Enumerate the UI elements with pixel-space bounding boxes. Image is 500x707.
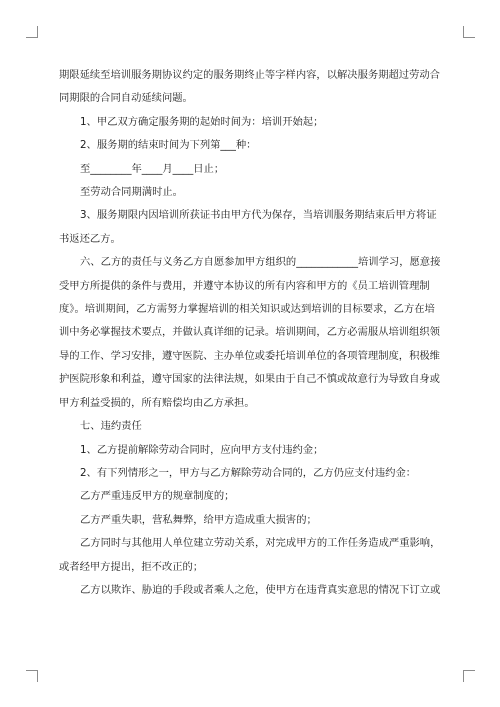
crop-mark-bottom-right (463, 670, 475, 682)
text-line: 度》。培训期间，乙方需努力掌握培训的相关知识或达到培训的目标要求，乙方在培 (59, 303, 435, 316)
document-body (59, 64, 445, 602)
crop-mark-top-right (463, 26, 475, 38)
text-line: 六、乙方的责任与义务乙方自愿参加甲方组织的____________培训学习，愿意接 (80, 256, 441, 269)
text-line: 乙方严重失职，营私舞弊，给甲方造成重大损害的； (80, 513, 317, 526)
text-line: 2、有下列情形之一，甲方与乙方解除劳动合同的，乙方仍应支付违约金： (80, 466, 417, 479)
text-line: 七、违约责任 (80, 420, 142, 433)
text-line: 期限延续至培训服务期协议约定的服务期终止等字样内容，以解决服务期超过劳动合 (59, 69, 440, 81)
text-line: 乙方严重违反甲方的规章制度的； (80, 490, 235, 503)
crop-mark-bottom-left (26, 670, 38, 682)
text-line: 同期限的合同自动延续问题。 (59, 92, 193, 105)
text-line: 或者经甲方提出，拒不改正的； (59, 560, 204, 573)
text-line: 1、甲乙双方确定服务期的起始时间为：培训开始起； (80, 115, 324, 128)
text-line: 书返还乙方。 (59, 232, 121, 245)
text-line: 导的工作、学习安排，遵守医院、主办单位或委托培训单位的各项管理制度，积极维 (59, 349, 440, 362)
text-line: 1、乙方提前解除劳动合同时，应向甲方支付违约金； (80, 443, 324, 456)
text-line: 甲方利益受损的，所有赔偿均由乙方承担。 (59, 396, 255, 409)
text-line: 乙方同时与其他用人单位建立劳动关系，对完成甲方的工作任务造成严重影响， (80, 537, 441, 550)
text-line: 受甲方所提供的条件与费用，并遵守本协议的所有内容和甲方的《员工培训管理制 (59, 279, 430, 292)
text-line: 训中务必掌握技术要点，并做认真详细的记录。培训期间，乙方必需服从培训组织领 (59, 326, 440, 339)
text-line: 乙方以欺诈、胁迫的手段或者乘人之危，使甲方在违背真实意思的情况下订立或 (80, 583, 441, 596)
crop-mark-top-left (26, 26, 38, 38)
text-line: 至________年____月____日止； (80, 162, 225, 175)
text-line: 护医院形象和利益，遵守国家的法律法规，如果由于自己不慎或故意行为导致自身或 (59, 373, 440, 386)
text-line: 至劳动合同期满时止。 (80, 186, 183, 199)
text-line: 3、服务期限内因培训所获证书由甲方代为保存，当培训服务期结束后甲方将证 (80, 209, 437, 222)
text-line: 2、服务期的结束时间为下列第___种： (80, 139, 257, 152)
